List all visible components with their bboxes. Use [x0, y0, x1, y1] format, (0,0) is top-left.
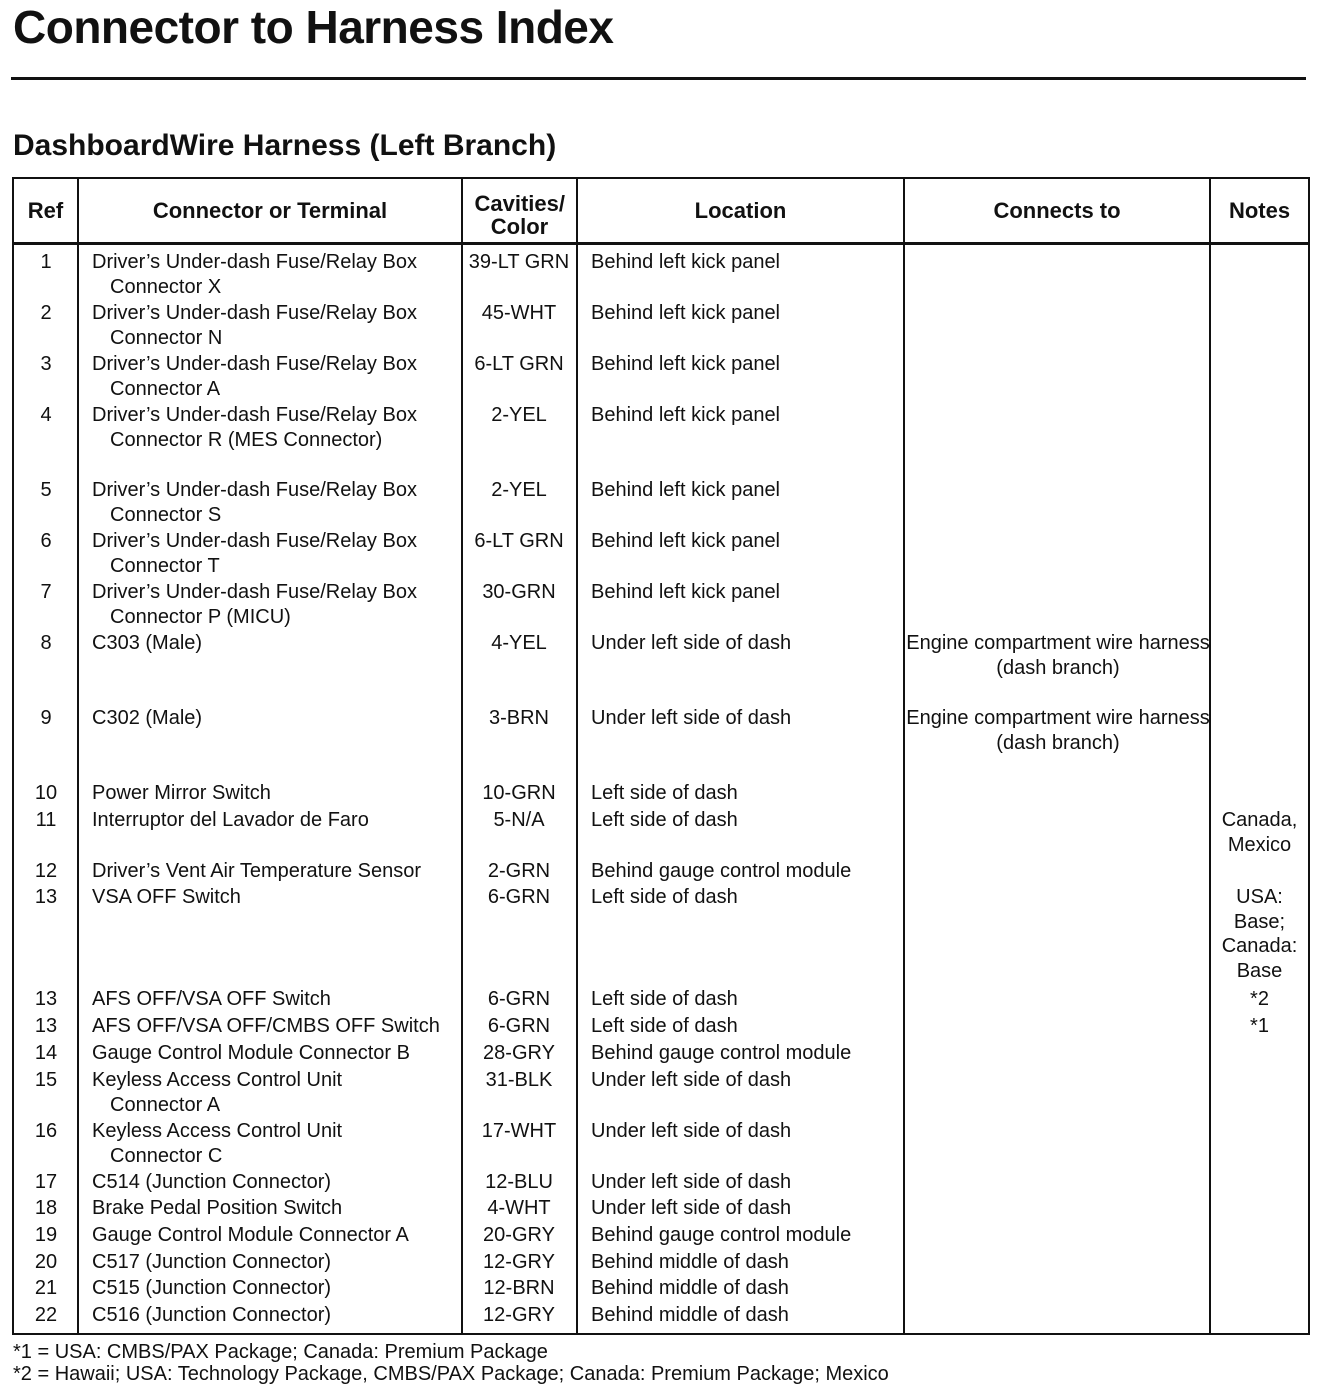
cell-cavities: 6-GRN [487, 988, 551, 1010]
cell-connects-to: Engine compartment wire harness (dash branch) [906, 632, 1210, 679]
cell-location: Behind gauge control module [591, 1224, 852, 1246]
cell-connector [92, 1196, 462, 1221]
cell-cavities: 30-GRN [482, 581, 556, 603]
header-divider [14, 242, 1308, 245]
cell-notes: *2 [1250, 988, 1269, 1010]
connector-name: VSA OFF Switch [92, 886, 241, 908]
connector-name: Driver’s Under-dash Fuse/Relay Box [92, 404, 417, 426]
cell-ref: 6 [40, 530, 52, 552]
cell-location: Behind left kick panel [591, 581, 781, 603]
cell-cavities: 6-LT GRN [474, 353, 564, 375]
header-connector: Connector or Terminal [152, 198, 388, 223]
column-divider [1209, 179, 1211, 1333]
connector-name: C517 (Junction Connector) [92, 1251, 332, 1273]
cell-ref: 15 [34, 1069, 58, 1091]
cell-connector [92, 250, 462, 299]
connector-name: C514 (Junction Connector) [92, 1171, 332, 1193]
cell-ref: 13 [34, 1015, 58, 1037]
column-divider [576, 179, 578, 1333]
connector-name: Driver’s Under-dash Fuse/Relay Box [92, 530, 417, 552]
connector-name: Driver’s Vent Air Temperature Sensor [92, 860, 422, 882]
connector-name: C303 (Male) [92, 632, 203, 654]
cell-location: Left side of dash [591, 782, 738, 804]
cell-connector [92, 301, 462, 350]
cell-location: Behind left kick panel [591, 251, 781, 273]
cell-location: Left side of dash [591, 886, 738, 908]
cell-location: Behind middle of dash [591, 1304, 789, 1326]
connector-name: Gauge Control Module Connector B [92, 1042, 410, 1064]
connector-name-cont: Connector N [110, 326, 223, 349]
cell-cavities: 2-GRN [487, 860, 551, 882]
cell-location: Left side of dash [591, 1015, 738, 1037]
cell-location: Under left side of dash [591, 632, 792, 654]
connector-name: Interruptor del Lavador de Faro [92, 809, 369, 831]
cell-connector [92, 1223, 462, 1248]
header-cavities: Cavities/ Color [474, 190, 565, 239]
cell-cavities: 28-GRY [483, 1042, 555, 1064]
cell-cavities: 12-GRY [483, 1251, 555, 1273]
cell-connector [92, 781, 462, 806]
cell-connector [92, 403, 462, 452]
header-location: Location [694, 198, 787, 223]
connector-name: Driver’s Under-dash Fuse/Relay Box [92, 353, 417, 375]
cell-ref: 21 [34, 1277, 58, 1299]
cell-location: Behind left kick panel [591, 404, 781, 426]
section-title: DashboardWire Harness (Left Branch) [13, 129, 557, 162]
cell-cavities: 39-LT GRN [468, 251, 570, 273]
cell-location: Left side of dash [591, 988, 738, 1010]
cell-ref: 13 [34, 988, 58, 1010]
cell-connector [92, 1041, 462, 1066]
cell-ref: 13 [34, 886, 58, 908]
cell-connector [92, 706, 462, 731]
cell-connector [92, 808, 462, 833]
cell-ref: 17 [34, 1171, 58, 1193]
cell-cavities: 3-BRN [488, 707, 549, 729]
connector-name-cont: Connector P (MICU) [110, 605, 291, 628]
cell-location: Behind gauge control module [591, 1042, 852, 1064]
cell-location: Behind gauge control module [591, 860, 852, 882]
cell-connector [92, 1014, 462, 1039]
connector-name: Driver’s Under-dash Fuse/Relay Box [92, 479, 417, 501]
cell-ref: 20 [34, 1251, 58, 1273]
connector-name: Keyless Access Control Unit [92, 1069, 343, 1091]
cell-location: Behind middle of dash [591, 1251, 789, 1273]
header-connects-to: Connects to [993, 198, 1121, 223]
cell-cavities: 12-BRN [483, 1277, 555, 1299]
cell-location: Behind left kick panel [591, 530, 781, 552]
connector-name: Driver’s Under-dash Fuse/Relay Box [92, 581, 417, 603]
cell-ref: 9 [40, 707, 52, 729]
cell-cavities: 31-BLK [485, 1069, 553, 1091]
cell-ref: 22 [34, 1304, 58, 1326]
page-title: Connector to Harness Index [13, 1, 614, 53]
connector-name: Gauge Control Module Connector A [92, 1224, 409, 1246]
cell-connector [92, 1250, 462, 1275]
cell-connector [92, 1119, 462, 1168]
cell-cavities: 6-GRN [487, 1015, 551, 1037]
cell-notes: USA: Base; Canada: Base [1221, 886, 1298, 982]
cell-connector [92, 631, 462, 656]
connector-name: Driver’s Under-dash Fuse/Relay Box [92, 302, 417, 324]
cell-connector [92, 1303, 462, 1328]
cell-cavities: 4-WHT [487, 1197, 551, 1219]
cell-cavities: 12-GRY [483, 1304, 555, 1326]
cell-cavities: 17-WHT [481, 1120, 557, 1142]
cell-ref: 12 [34, 860, 58, 882]
cell-cavities: 2-YEL [491, 404, 547, 426]
cell-cavities: 5-N/A [493, 809, 545, 831]
cell-connector [92, 1170, 462, 1195]
cell-ref: 18 [34, 1197, 58, 1219]
connector-name: AFS OFF/VSA OFF/CMBS OFF Switch [92, 1015, 440, 1037]
cell-connector [92, 1068, 462, 1117]
cell-cavities: 20-GRY [483, 1224, 555, 1246]
cell-location: Under left side of dash [591, 1120, 792, 1142]
cell-connector [92, 478, 462, 527]
cell-ref: 1 [40, 251, 52, 273]
connector-name-cont: Connector C [110, 1144, 223, 1167]
cell-cavities: 4-YEL [491, 632, 547, 654]
cell-cavities: 6-GRN [487, 886, 551, 908]
cell-ref: 11 [35, 809, 57, 831]
cell-ref: 5 [40, 479, 52, 501]
cell-ref: 10 [34, 782, 58, 804]
cell-location: Behind left kick panel [591, 479, 781, 501]
cell-location: Under left side of dash [591, 1171, 792, 1193]
cell-ref: 19 [34, 1224, 58, 1246]
cell-ref: 8 [40, 632, 52, 654]
connector-name: C516 (Junction Connector) [92, 1304, 332, 1326]
connector-name-cont: Connector A [110, 377, 221, 400]
cell-connector [92, 859, 462, 884]
connector-name-cont: Connector T [110, 554, 220, 577]
cell-location: Under left side of dash [591, 1197, 792, 1219]
cell-connects-to: Engine compartment wire harness (dash branch) [906, 707, 1210, 754]
connector-name-cont: Connector A [110, 1093, 221, 1116]
cell-cavities: 2-YEL [491, 479, 547, 501]
cell-ref: 4 [40, 404, 52, 426]
connector-name: C515 (Junction Connector) [92, 1277, 332, 1299]
cell-cavities: 6-LT GRN [474, 530, 564, 552]
cell-ref: 16 [34, 1120, 58, 1142]
connector-name: AFS OFF/VSA OFF Switch [92, 988, 331, 1010]
cell-connector [92, 987, 462, 1012]
footnote-1: *1 = USA: CMBS/PAX Package; Canada: Premium Package [13, 1341, 548, 1363]
cell-connector [92, 580, 462, 629]
cell-location: Behind left kick panel [591, 353, 781, 375]
connector-name-cont: Connector X [110, 275, 222, 298]
connector-name: Keyless Access Control Unit [92, 1120, 343, 1142]
footnote-2: *2 = Hawaii; USA: Technology Package, CMBS/PAX Package; Canada: Premium Package; Mexico [13, 1363, 889, 1385]
connector-name: C302 (Male) [92, 707, 203, 729]
cell-connector [92, 885, 462, 910]
cell-connector [92, 1276, 462, 1301]
cell-ref: 14 [34, 1042, 58, 1064]
cell-location: Under left side of dash [591, 707, 792, 729]
cell-connector [92, 352, 462, 401]
title-divider [11, 77, 1306, 80]
cell-cavities: 12-BLU [485, 1171, 553, 1193]
cell-notes: Canada, Mexico [1221, 809, 1298, 856]
cell-ref: 7 [40, 581, 52, 603]
cell-ref: 2 [40, 302, 52, 324]
cell-location: Under left side of dash [591, 1069, 792, 1091]
harness-index-table [12, 177, 1310, 1335]
cell-notes: *1 [1250, 1015, 1269, 1037]
cell-location: Left side of dash [591, 809, 738, 831]
header-notes: Notes [1228, 198, 1291, 223]
connector-name: Power Mirror Switch [92, 782, 271, 804]
cell-ref: 3 [40, 353, 52, 375]
footnotes [13, 1341, 889, 1385]
header-ref: Ref [27, 198, 64, 223]
connector-name-cont: Connector S [110, 503, 222, 526]
connector-name: Brake Pedal Position Switch [92, 1197, 343, 1219]
cell-cavities: 10-GRN [482, 782, 556, 804]
connector-name-cont: Connector R (MES Connector) [110, 428, 383, 451]
cell-cavities: 45-WHT [481, 302, 557, 324]
cell-connector [92, 529, 462, 578]
cell-location: Behind middle of dash [591, 1277, 789, 1299]
connector-name: Driver’s Under-dash Fuse/Relay Box [92, 251, 417, 273]
cell-location: Behind left kick panel [591, 302, 781, 324]
